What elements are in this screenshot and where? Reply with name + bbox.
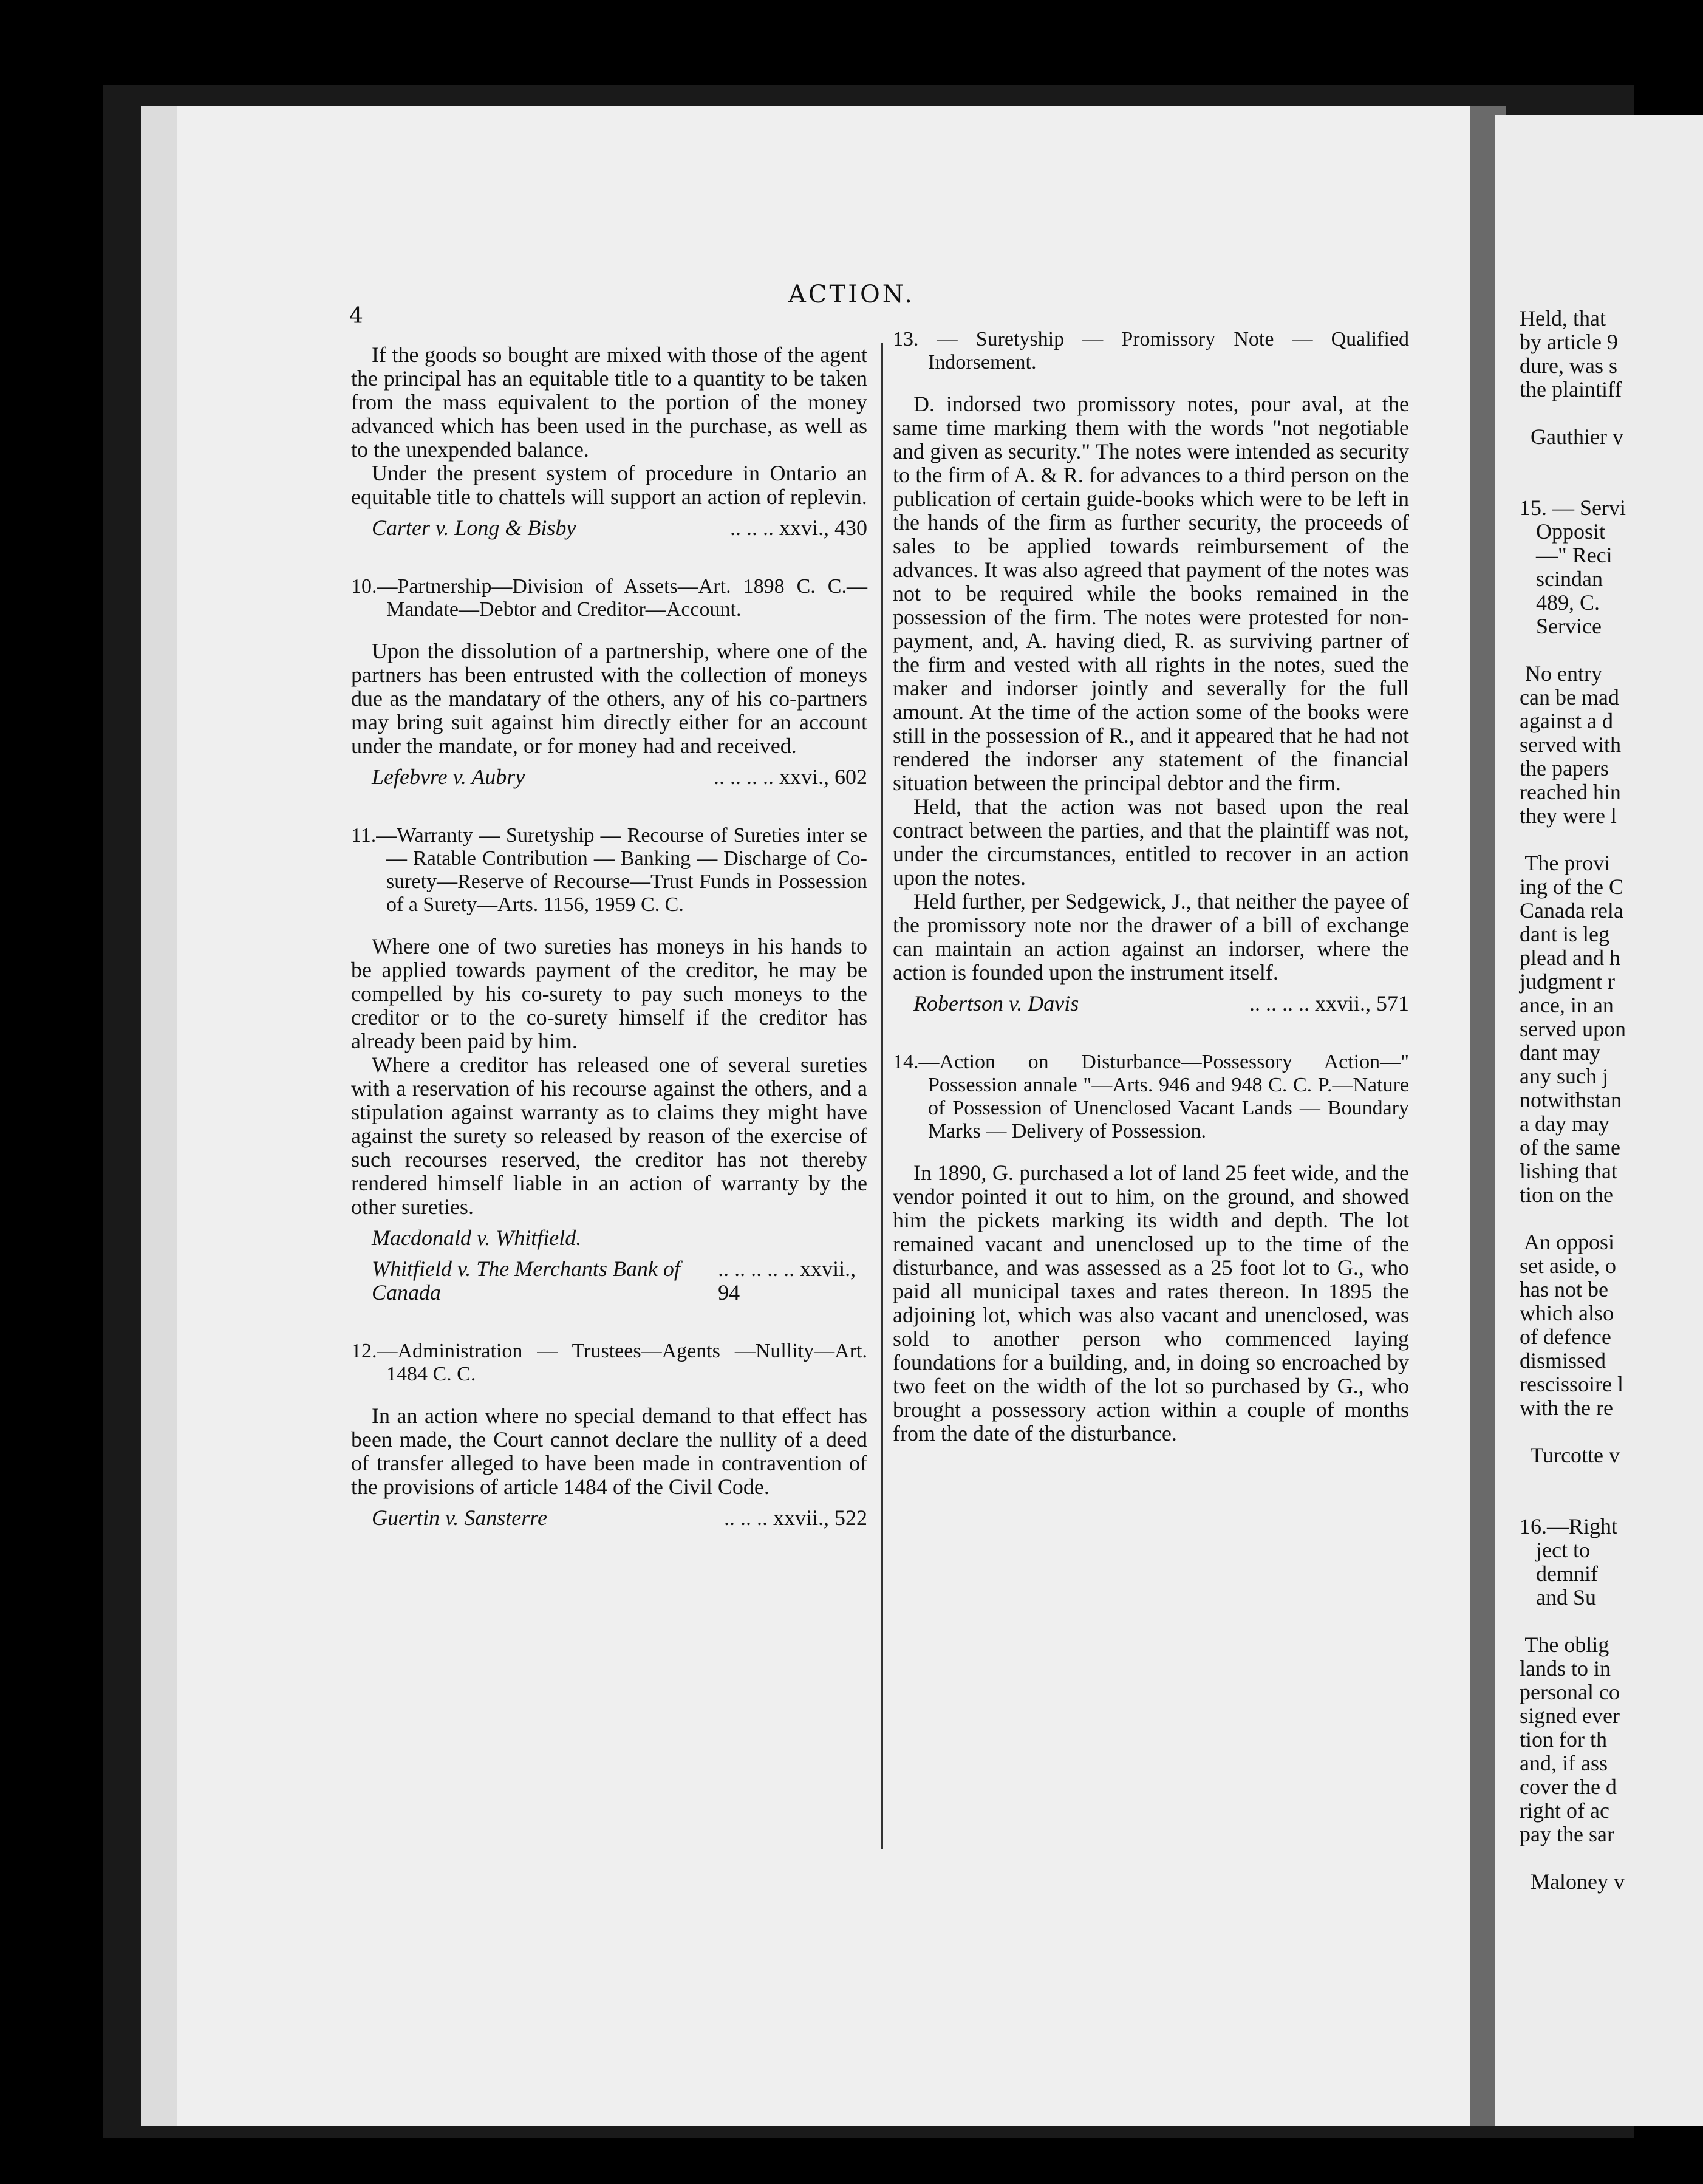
case-citation	[372, 516, 867, 540]
digest-entry	[351, 824, 867, 1305]
fragment-line: 15. — Servi	[1520, 496, 1626, 520]
digest-entry	[893, 328, 1409, 1015]
fragment-line	[1520, 1491, 1626, 1515]
fragment-line: Held, that	[1520, 306, 1606, 330]
fragment-line: The oblig	[1520, 1633, 1609, 1657]
fragment-line: notwithstan	[1520, 1088, 1622, 1112]
page-header-title: ACTION.	[788, 281, 915, 309]
fragment-line: right of ac	[1520, 1798, 1609, 1823]
right-column	[893, 328, 1409, 1481]
case-name: Lefebvre v. Aubry	[372, 765, 525, 789]
fragment-line	[1520, 1609, 1626, 1633]
fragment-line: judgment r	[1520, 969, 1615, 994]
right-entries	[893, 328, 1409, 1445]
paragraph: In 1890, G. purchased a lot of land 25 feet wide, and the vendor pointed it out to him, on the ground, and showed him the pickets marking its width and depth. The lot remained vacant and unenclosed up to the time of the disturbance, and was assessed as a 25 foot lot to G., who paid all municipal taxes and rates thereon. In 1895 the adjoining lot, which was also vacant and unenclosed, was sold to another person who commenced laying foundations for a building, and, in doing so encroached by two feet on the width of the lot so purchased by G., who brought a possessory action within a couple of months from the date of the disturbance.	[893, 1161, 1409, 1445]
fragment-line: any such j	[1520, 1064, 1608, 1088]
case-citation	[372, 1506, 867, 1530]
fragment-line: a day may	[1520, 1111, 1609, 1136]
fragment-line: of the same	[1520, 1135, 1620, 1159]
fragment-line: ance, in an	[1520, 993, 1614, 1017]
fragment-line: 16.—Right	[1520, 1514, 1618, 1538]
fragment-line: Gauthier v	[1520, 425, 1623, 449]
fragment-line: signed ever	[1520, 1704, 1620, 1728]
entry-heading: 10.—Partnership—Division of Assets—Art. 1898 C. C.—Mandate—Debtor and Creditor—Account.	[351, 575, 867, 621]
entry-heading: 12.—Administration — Trustees—Agents —Nullity—Art. 1484 C. C.	[351, 1340, 867, 1385]
fragment-line: tion on the	[1520, 1182, 1613, 1207]
case-reference: .. .. .. .. xxvii., 571	[1249, 991, 1409, 1015]
fragment-line: The provi	[1520, 851, 1611, 875]
case-citation	[372, 765, 867, 789]
page-number: 4	[349, 304, 363, 329]
fragment-line	[1520, 1420, 1626, 1444]
fragment-line: —" Reci	[1520, 543, 1613, 567]
fragment-line: they were l	[1520, 804, 1617, 828]
entry-heading: 13. — Suretyship — Promissory Note — Qualified Indorsement.	[893, 328, 1409, 374]
next-page-fragment	[1495, 115, 1703, 2126]
fragment-line: dure, was s	[1520, 353, 1617, 378]
digest-entry	[351, 575, 867, 789]
case-name: Guertin v. Sansterre	[372, 1506, 547, 1530]
intro-entry	[351, 343, 867, 540]
entry-heading: 11.—Warranty — Suretyship — Recourse of Sureties inter se — Ratable Contribution — Banking — Discharge of Co-surety—Reserve of Recourse—Trust Funds in Possession of a Surety—Arts. 1156, 1959 C. C.	[351, 824, 867, 916]
digest-entry	[893, 1051, 1409, 1445]
fragment-line: lishing that	[1520, 1159, 1617, 1183]
fragment-line: demnif	[1520, 1561, 1598, 1586]
fragment-line: the plaintiff	[1520, 377, 1622, 401]
fragment-line: ing of the C	[1520, 875, 1623, 899]
next-page-text	[1520, 307, 1626, 1894]
fragment-line	[1520, 1467, 1626, 1491]
paragraph: If the goods so bought are mixed with those of the agent the principal has an equitable title to a quantity to be taken from the mass equivalent to the portion of the money advanced which has been used in the purchase, as well as to the unexpended balance.	[351, 343, 867, 462]
fragment-line: An opposi	[1520, 1230, 1615, 1254]
digest-entry	[351, 1340, 867, 1530]
paragraph: Under the present system of procedure in Ontario an equitable title to chattels will support an action of replevin.	[351, 461, 867, 509]
fragment-line: Turcotte v	[1520, 1443, 1620, 1467]
fragment-line: lands to in	[1520, 1656, 1611, 1681]
fragment-line	[1520, 1207, 1626, 1230]
page-edge	[141, 106, 177, 2126]
fragment-line: and, if ass	[1520, 1751, 1608, 1775]
fragment-line: served upon	[1520, 1017, 1626, 1041]
fragment-line: Canada rela	[1520, 898, 1623, 923]
fragment-line: with the re	[1520, 1396, 1613, 1420]
fragment-line	[1520, 401, 1626, 425]
paragraph: Where one of two sureties has moneys in his hands to be applied towards payment of the creditor, he may be compelled by his co-surety to pay such moneys to the creditor or to the co-surety himself if the creditor has already been paid by him.	[351, 934, 867, 1053]
case-reference: .. .. .. .. xxvi., 602	[713, 765, 867, 789]
fragment-line: personal co	[1520, 1680, 1620, 1704]
case-citation	[913, 992, 1409, 1015]
left-column	[351, 343, 867, 1565]
fragment-line	[1520, 473, 1626, 496]
fragment-line: dant may	[1520, 1040, 1600, 1065]
fragment-line: rescissoire l	[1520, 1372, 1623, 1396]
column-divider	[881, 343, 883, 1849]
paragraph: Where a creditor has released one of several sureties with a reservation of his recourse against the others, and a stipulation against warranty as to claims they might have against the surety so released by reason of the exercise of such recourses reserved, the creditor has not thereby rendered himself liable in an action of warranty by the other sureties.	[351, 1053, 867, 1219]
fragment-line: by article 9	[1520, 330, 1618, 354]
fragment-line: and Su	[1520, 1585, 1596, 1609]
fragment-line: Maloney v	[1520, 1869, 1625, 1894]
fragment-line: the papers	[1520, 756, 1609, 780]
fragment-line: No entry	[1520, 661, 1602, 686]
paragraph: D. indorsed two promissory notes, pour aval, at the same time marking them with the words "not negotiable and given as security." The notes were intended as security to the firm of A. & R. for advances to a third person on the publication of certain guide-books which were to be left in the hands of the firm as further security, the proceeds of sales to be applied towards reimbursement of the advances. It was also agreed that payment of the notes was not to be required while the books remained in the possession of the firm. The notes were protested for non-payment, and, A. having died, R. as surviving partner of the firm and vested with all rights in the notes, sued the maker and indorser jointly and severally for the full amount. At the time of the action some of the books were still in the possession of R., and it appeared that he had not rendered the indorser any statement of the financial situation between the principal debtor and the firm.	[893, 392, 1409, 795]
fragment-line: dant is leg	[1520, 922, 1609, 946]
fragment-line: against a d	[1520, 709, 1613, 733]
case-reference: .. .. .. xxvi., 430	[729, 516, 867, 540]
fragment-line: pay the sar	[1520, 1822, 1614, 1846]
fragment-line: has not be	[1520, 1277, 1608, 1302]
fragment-line: 489, C.	[1520, 590, 1600, 615]
fragment-line	[1520, 1846, 1626, 1870]
fragment-line: served with	[1520, 732, 1621, 757]
case-reference: .. .. .. .. .. xxvii., 94	[718, 1257, 856, 1305]
fragment-line	[1520, 449, 1626, 473]
fragment-line	[1520, 638, 1626, 662]
case-name: Whitfield v. The Merchants Bank of Canada	[372, 1257, 680, 1305]
entry-heading: 14.—Action on Disturbance—Possessory Action—" Possession annale "—Arts. 946 and 948 C. C. P.—Nature of Possession of Unenclosed Vacant Lands — Boundary Marks — Delivery of Possession.	[893, 1051, 1409, 1142]
fragment-line: reached hin	[1520, 780, 1621, 804]
fragment-line: cover the d	[1520, 1775, 1617, 1799]
case-reference: .. .. .. xxvii., 522	[723, 1506, 867, 1530]
case-name: Robertson v. Davis	[913, 991, 1079, 1015]
fragment-line: scindan	[1520, 567, 1603, 591]
fragment-line	[1520, 828, 1626, 851]
fragment-line: set aside, o	[1520, 1254, 1616, 1278]
fragment-line: of defence	[1520, 1325, 1611, 1349]
paragraph: Held, that the action was not based upon the real contract between the parties, and that the plaintiff was not, under the circumstances, entitled to recover in an action upon the notes.	[893, 794, 1409, 890]
paragraph: Upon the dissolution of a partnership, where one of the partners has been entrusted with the collection of moneys due as the mandatary of the others, any of his co-partners may bring suit against him directly either for an account under the mandate, or for money had and received.	[351, 639, 867, 758]
fragment-line: Service	[1520, 614, 1602, 638]
paragraph: Held further, per Sedgewick, J., that neither the payee of the promissory note nor the drawer of a bill of exchange can maintain an action against an indorser, where the action is founded upon the instrument itself.	[893, 889, 1409, 985]
case-name: Carter v. Long & Bisby	[372, 516, 576, 540]
case-citation	[372, 1257, 867, 1305]
fragment-line: which also	[1520, 1301, 1614, 1325]
fragment-line: Opposit	[1520, 519, 1606, 544]
fragment-line: ject to	[1520, 1538, 1590, 1562]
case-name: Macdonald v. Whitfield.	[372, 1226, 582, 1250]
left-entries	[351, 575, 867, 1530]
fragment-line: can be mad	[1520, 685, 1619, 709]
fragment-line: dismissed	[1520, 1348, 1606, 1373]
paragraph: In an action where no special demand to that effect has been made, the Court cannot declare the nullity of a deed of transfer alleged to have been made in contravention of the provisions of article 1484 of the Civil Code.	[351, 1404, 867, 1499]
case-citation	[372, 1226, 867, 1250]
fragment-line: plead and h	[1520, 946, 1620, 970]
fragment-line: tion for th	[1520, 1727, 1607, 1752]
